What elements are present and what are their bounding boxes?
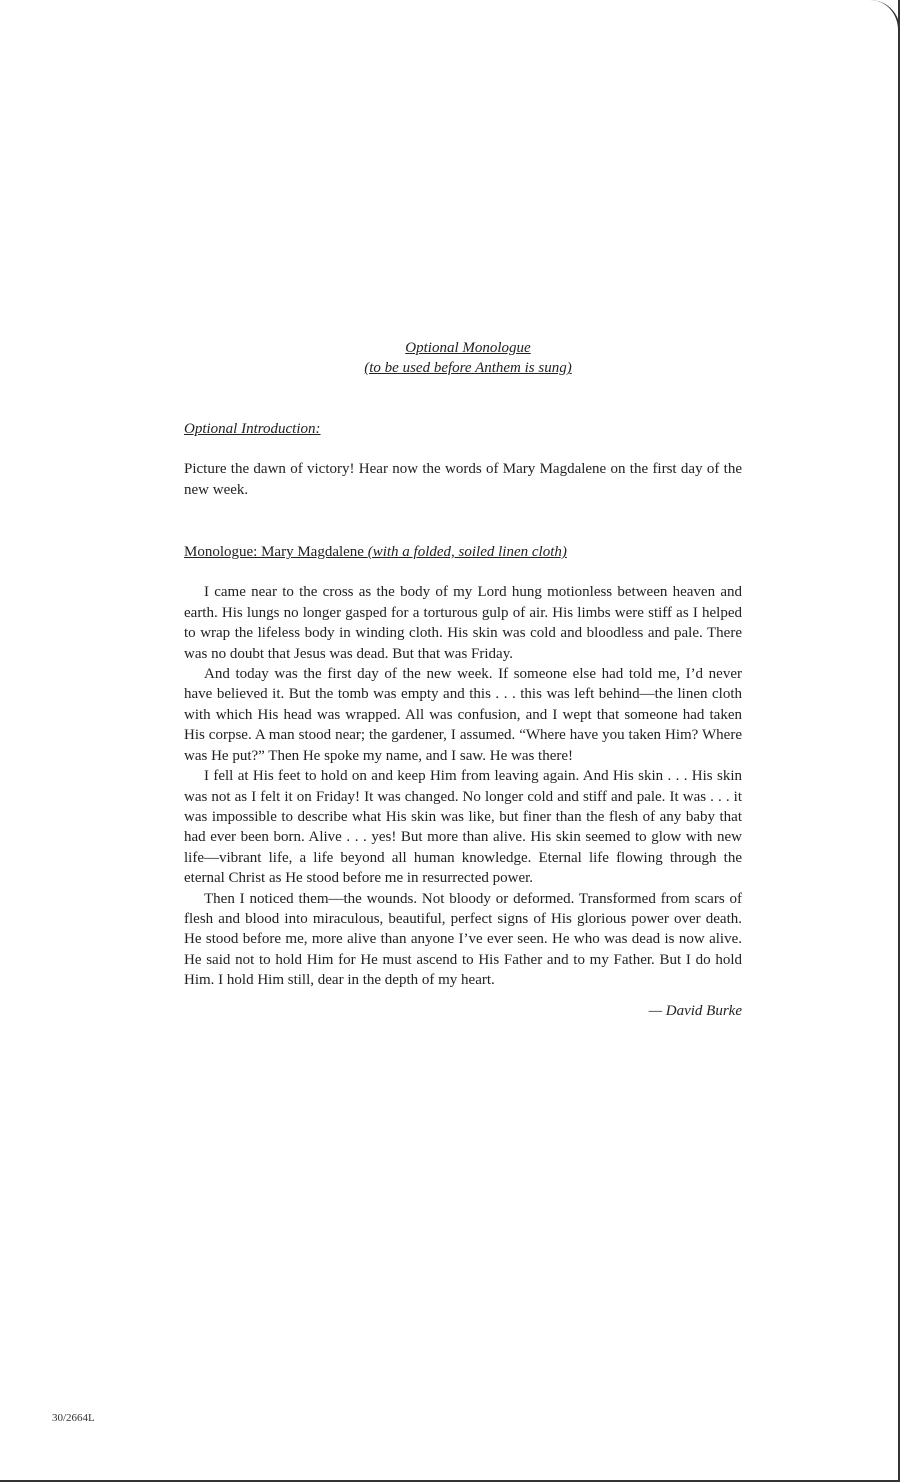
monologue-paragraph: Then I noticed them—the wounds. Not bloody or deformed. Transformed from scars of flesh and blood into miraculous, beautiful, perfect signs of His glorious power over death. He stood before me, more alive than anyone I’ve ever seen. He who was dead is now alive. He said not to hold Him for He must ascend to His Father and to my Father. But I do hold Him. I hold Him still, dear in the depth of my heart. <box>184 890 742 989</box>
intro-heading: Optional Introduction: <box>184 420 321 437</box>
document-subtitle: (to be used before Anthem is sung) <box>364 360 572 377</box>
monologue-paragraph: I came near to the cross as the body of my Lord hung motionless between heaven and earth. His lungs no longer gasped for a torturous gulp of air. His limbs were stiff as I helped to wrap the lifeless body in winding cloth. His skin was cold and bloodless and pale. There was no doubt that Jesus was dead. But that was Friday. <box>184 584 742 662</box>
monologue-heading-title: Monologue: Mary Magdalene <box>184 544 364 561</box>
monologue-heading <box>184 542 742 562</box>
title-block <box>194 338 742 379</box>
monologue-heading-prop: (with a folded, soiled linen cloth) <box>367 544 567 561</box>
footer-catalog-code: 30/2664L <box>52 1412 95 1424</box>
monologue-paragraph: And today was the first day of the new week. If someone else had told me, I’d never have believed it. But the tomb was empty and this . . . this was left behind—the linen cloth with which His head was wrapped. All was confusion, and I wept that someone had taken His corpse. A man stood near; the gardener, I assumed. “Where have you taken Him? Where was He put?” Then He spoke my name, and I saw. He was there! <box>184 666 742 764</box>
document-title: Optional Monologue <box>405 340 531 356</box>
document-body <box>184 338 742 1021</box>
attribution: — David Burke <box>648 1002 742 1019</box>
monologue-paragraph: I fell at His feet to hold on and keep Him from leaving again. And His skin . . . His skin was not as I felt it on Friday! It was changed. No longer cold and stiff and pale. It was . . . it was impossible to describe what His skin was like, but finer than the flesh of any baby that had ever been born. Alive . . . yes! But more than alive. His skin seemed to glow with new life—vibrant life, a life beyond all human knowledge. Eternal life flowing through the eternal Christ as He stood before me in resurrected power. <box>184 768 742 887</box>
intro-text: Picture the dawn of victory! Hear now the words of Mary Magdalene on the first day of the new week. <box>184 461 742 498</box>
monologue-text <box>184 582 742 990</box>
page-corner-curve <box>870 0 900 40</box>
